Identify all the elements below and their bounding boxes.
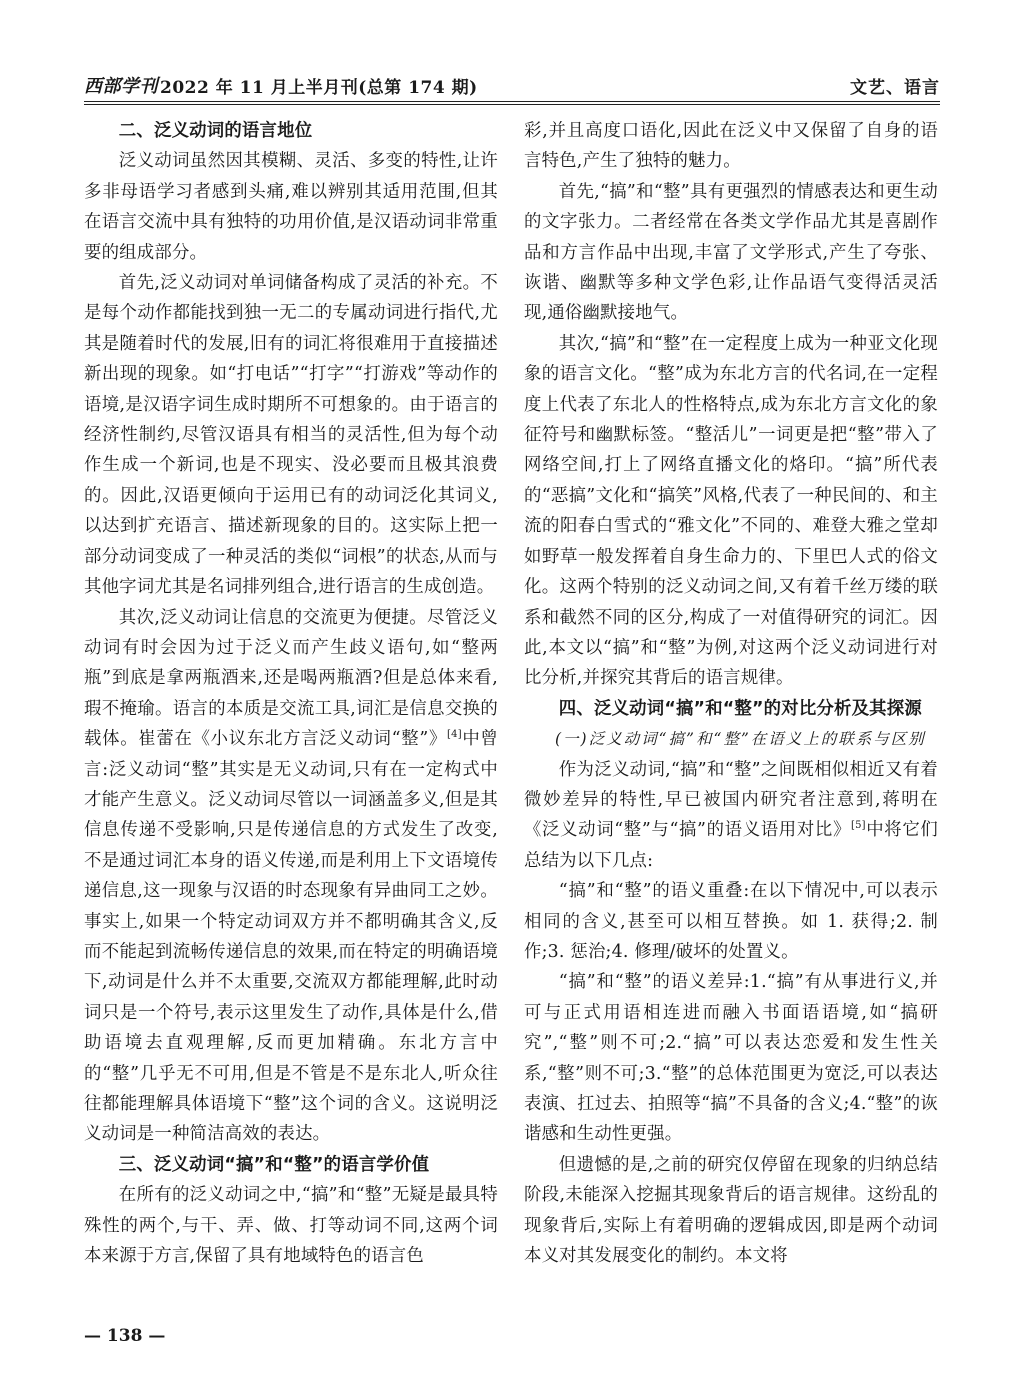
paragraph: “搞”和“整”的语义重叠:在以下情况中,可以表示相同的含义,甚至可以相互替换。如 1. 获得;2. 制作;3. 惩治;4. 修理/破坏的处置义。 <box>524 881 938 962</box>
header-rule-thin <box>84 104 940 105</box>
issue-info: 2022 年 11 月上半月刊(总第 174 期) <box>160 78 478 98</box>
paragraph-text: 其次,泛义动词让信息的交流更为便捷。尽管泛义动词有时会因为过于泛义而产生歧义语句,如“整两瓶”到底是拿两瓶酒来,还是喝两瓶酒?但是总体来看,瑕不掩瑜。语言的本质是交流工具,词汇是信息交换的载体。崔蕾在《小议东北方言泛义动词“整”》 <box>84 607 498 750</box>
right-column <box>524 116 938 1271</box>
paragraph <box>524 755 938 877</box>
left-column <box>84 116 498 1271</box>
paragraph: 在所有的泛义动词之中,“搞”和“整”无疑是最具特殊性的两个,与干、弄、做、打等动词不同,这两个词本来源于方言,保留了具有地域特色的语言色 <box>84 1185 498 1267</box>
paragraph: “搞”和“整”的语义差异:1.“搞”有从事进行义,并可与正式用语相连进而融入书面语语境,如“搞研究”,“整”则不可;2.“搞”可以表达恋爱和发生性关系,“整”则不可;3.“整”的总体范围更为宽泛,可以表达表演、扛过去、拍照等“搞”不具备的含义;4.“整”的诙谐感和生动性更强。 <box>524 972 938 1145</box>
page-number: — 138 — <box>84 1326 166 1346</box>
header-rule <box>84 101 940 102</box>
paragraph: 首先,“搞”和“整”具有更强烈的情感表达和更生动的文字张力。二者经常在各类文学作品尤其是喜剧作品和方言作品中出现,丰富了文学形式,产生了夸张、诙谐、幽默等多种文学色彩,让作品语气变得活灵活现,通俗幽默接地气。 <box>524 181 938 324</box>
journal-logo: 西部学刊 <box>84 76 158 97</box>
running-header <box>84 72 940 98</box>
paragraph: 但遗憾的是,之前的研究仅停留在现象的归纳总结阶段,未能深入挖掘其现象背后的语言规律。这纷乱的现象背后,实际上有着明确的逻辑成因,即是两个动词本义对其发展变化的制约。本文将 <box>524 1154 938 1267</box>
section-heading-4: 四、泛义动词“搞”和“整”的对比分析及其探源 <box>558 698 922 719</box>
section-label: 文艺、语言 <box>850 78 940 98</box>
paragraph <box>84 603 498 1150</box>
section-heading-2: 二、泛义动词的语言地位 <box>118 121 313 141</box>
citation-ref: [4] <box>447 729 462 741</box>
paragraph-text: 中将它们总结为以下几点: <box>524 820 938 871</box>
citation-ref: [5] <box>851 820 866 832</box>
paragraph: 彩,并且高度口语化,因此在泛义中又保留了自身的语言特色,产生了独特的魅力。 <box>524 121 938 172</box>
paragraph-text: 中曾言:泛义动词“整”其实是无义动词,只有在一定构式中才能产生意义。泛义动词尽管以一词涵盖多义,但是其信息传递不受影响,只是传递信息的方式发生了改变,不是通过词汇本身的语义传递,而是利用上下文语境传递信息,这一现象与汉语的时态现象有异曲同工之妙。事实上,如果一个特定动词双方并不都明确其含义,反而不能起到流畅传递信息的效果,而在特定的明确语境下,动词是什么并不太重要,交流双方都能理解,此时动词只是一个符号,表示这里发生了动作,具体是什么,借助语境去直观理解,反而更加精确。东北方言中的“整”几乎无不可用,但是不管是不是东北人,听众往往都能理解具体语境下“整”这个词的含义。这说明泛义动词是一种简洁高效的表达。 <box>84 729 499 1145</box>
paragraph-text: 作为泛义动词,“搞”和“整”之间既相似相近又有着微妙差异的特性,早已被国内研究者注意到,蒋明在《泛义动词“整”与“搞”的语义语用对比》 <box>524 759 938 841</box>
header-left <box>84 72 478 98</box>
paragraph: 其次,“搞”和“整”在一定程度上成为一种亚文化现象的语言文化。“整”成为东北方言的代名词,在一定程度上代表了东北人的性格特点,成为东北方言文化的象征符号和幽默标签。“整活儿”一词更是把“整”带入了网络空间,打上了网络直播文化的烙印。“搞”所代表的“恶搞”文化和“搞笑”风格,代表了一种民间的、和主流的阳春白雪式的“雅文化”不同的、难登大雅之堂却如野草一般发挥着自身生命力的、下里巴人式的俗文化。这两个特别的泛义动词之间,又有着千丝万缕的联系和截然不同的区分,构成了一对值得研究的词汇。因此,本文以“搞”和“整”为例,对这两个泛义动词进行对比分析,并探究其背后的语言规律。 <box>524 333 938 689</box>
section-heading-3: 三、泛义动词“搞”和“整”的语言学价值 <box>118 1154 430 1175</box>
paragraph: 首先,泛义动词对单词储备构成了灵活的补充。不是每个动作都能找到独一无二的专属动词进行指代,尤其是随着时代的发展,旧有的词汇将很难用于直接描述新出现的现象。如“打电话”“打字”“打游戏”等动作的语境,是汉语字词生成时期所不可想象的。由于语言的经济性制约,尽管汉语具有相当的灵活性,但为每个动作生成一个新词,也是不现实、没必要而且极其浪费的。因此,汉语更倾向于运用已有的动词泛化其词义,以达到扩充语言、描述新现象的目的。这实际上把一部分动词变成了一种灵活的类似“词根”的状态,从而与其他字词尤其是名词排列组合,进行语言的生成创造。 <box>84 273 498 598</box>
paragraph: 泛义动词虽然因其模糊、灵活、多变的特性,让许多非母语学习者感到头痛,难以辨别其适用范围,但其在语言交流中具有独特的功用价值,是汉语动词非常重要的组成部分。 <box>84 151 498 263</box>
subsection-heading: (一)泛义动词“搞”和“整”在语义上的联系与区别 <box>555 730 926 749</box>
